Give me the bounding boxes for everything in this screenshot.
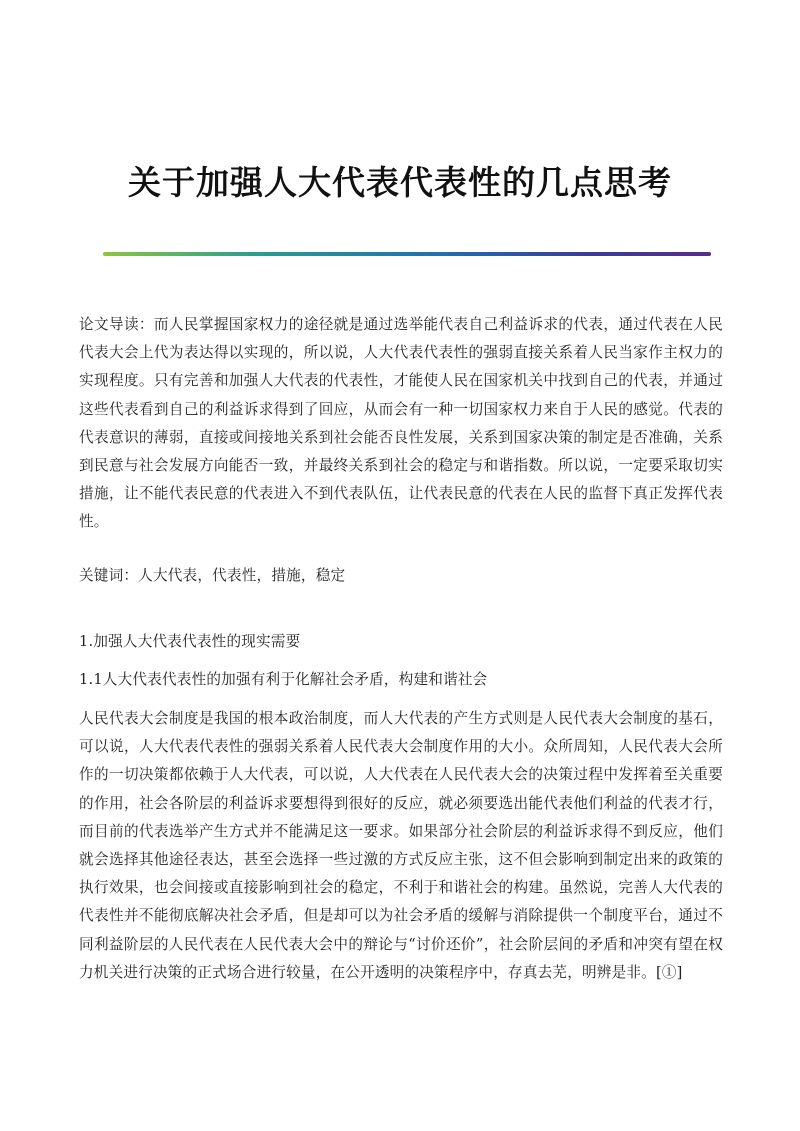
page-title: 关于加强人大代表代表性的几点思考 bbox=[128, 163, 672, 202]
section-heading-1: 1.加强人大代表代表性的现实需要 bbox=[79, 633, 301, 650]
title-divider bbox=[103, 252, 711, 256]
section-heading-1-1: 1.1人大代表代表性的加强有利于化解社会矛盾，构建和谐社会 bbox=[79, 671, 488, 688]
keywords-line: 关键词：人大代表，代表性，措施，稳定 bbox=[79, 567, 346, 584]
body-paragraph: 人民代表大会制度是我国的根本政治制度，而人大代表的产生方式则是人民代表大会制度的基石，可以说，人大代表代表性的强弱关系着人民代表大会制度作用的大小。众所周知，人民代表大会所作的一切决策都依赖于人大代表，可以说，人大代表在人民代表大会的决策过程中发挥着至关重要的作用，社会各阶层的利益诉求要想得到很好的反应，就必须要选出能代表他们利益的代表才行，而目前的代表选举产生方式并不能满足这一要求。如果部分社会阶层的利益诉求得不到反应，他们就会选择其他途径表达，甚至会选择一些过激的方式反应主张，这不但会影响到制定出来的政策的执行效果，也会间接或直接影响到社会的稳定，不利于和谐社会的构建。虽然说，完善人大代表的代表性并不能彻底解决社会矛盾，但是却可以为社会矛盾的缓解与消除提供一个制度平台，通过不同利益阶层的人民代表在人民代表大会中的辩论与“讨价还价”，社会阶层间的矛盾和冲突有望在权力机关进行决策的正式场合进行较量，在公开透明的决策程序中，存真去芜，明辨是非。[①] bbox=[79, 710, 723, 981]
abstract-paragraph: 论文导读：而人民掌握国家权力的途径就是通过选举能代表自己利益诉求的代表，通过代表在人民代表大会上代为表达得以实现的，所以说，人大代表代表性的强弱直接关系着人民当家作主权力的实现程度。只有完善和加强人大代表的代表性，才能使人民在国家机关中找到自己的代表，并通过这些代表看到自己的利益诉求得到了回应，从而会有一种一切国家权力来自于人民的感觉。代表的代表意识的薄弱，直接或间接地关系到社会能否良性发展，关系到国家决策的制定是否准确，关系到民意与社会发展方向能否一致，并最终关系到社会的稳定与和谐指数。所以说，一定要采取切实措施，让不能代表民意的代表进入不到代表队伍，让代表民意的代表在人民的监督下真正发挥代表性。 bbox=[79, 316, 723, 531]
